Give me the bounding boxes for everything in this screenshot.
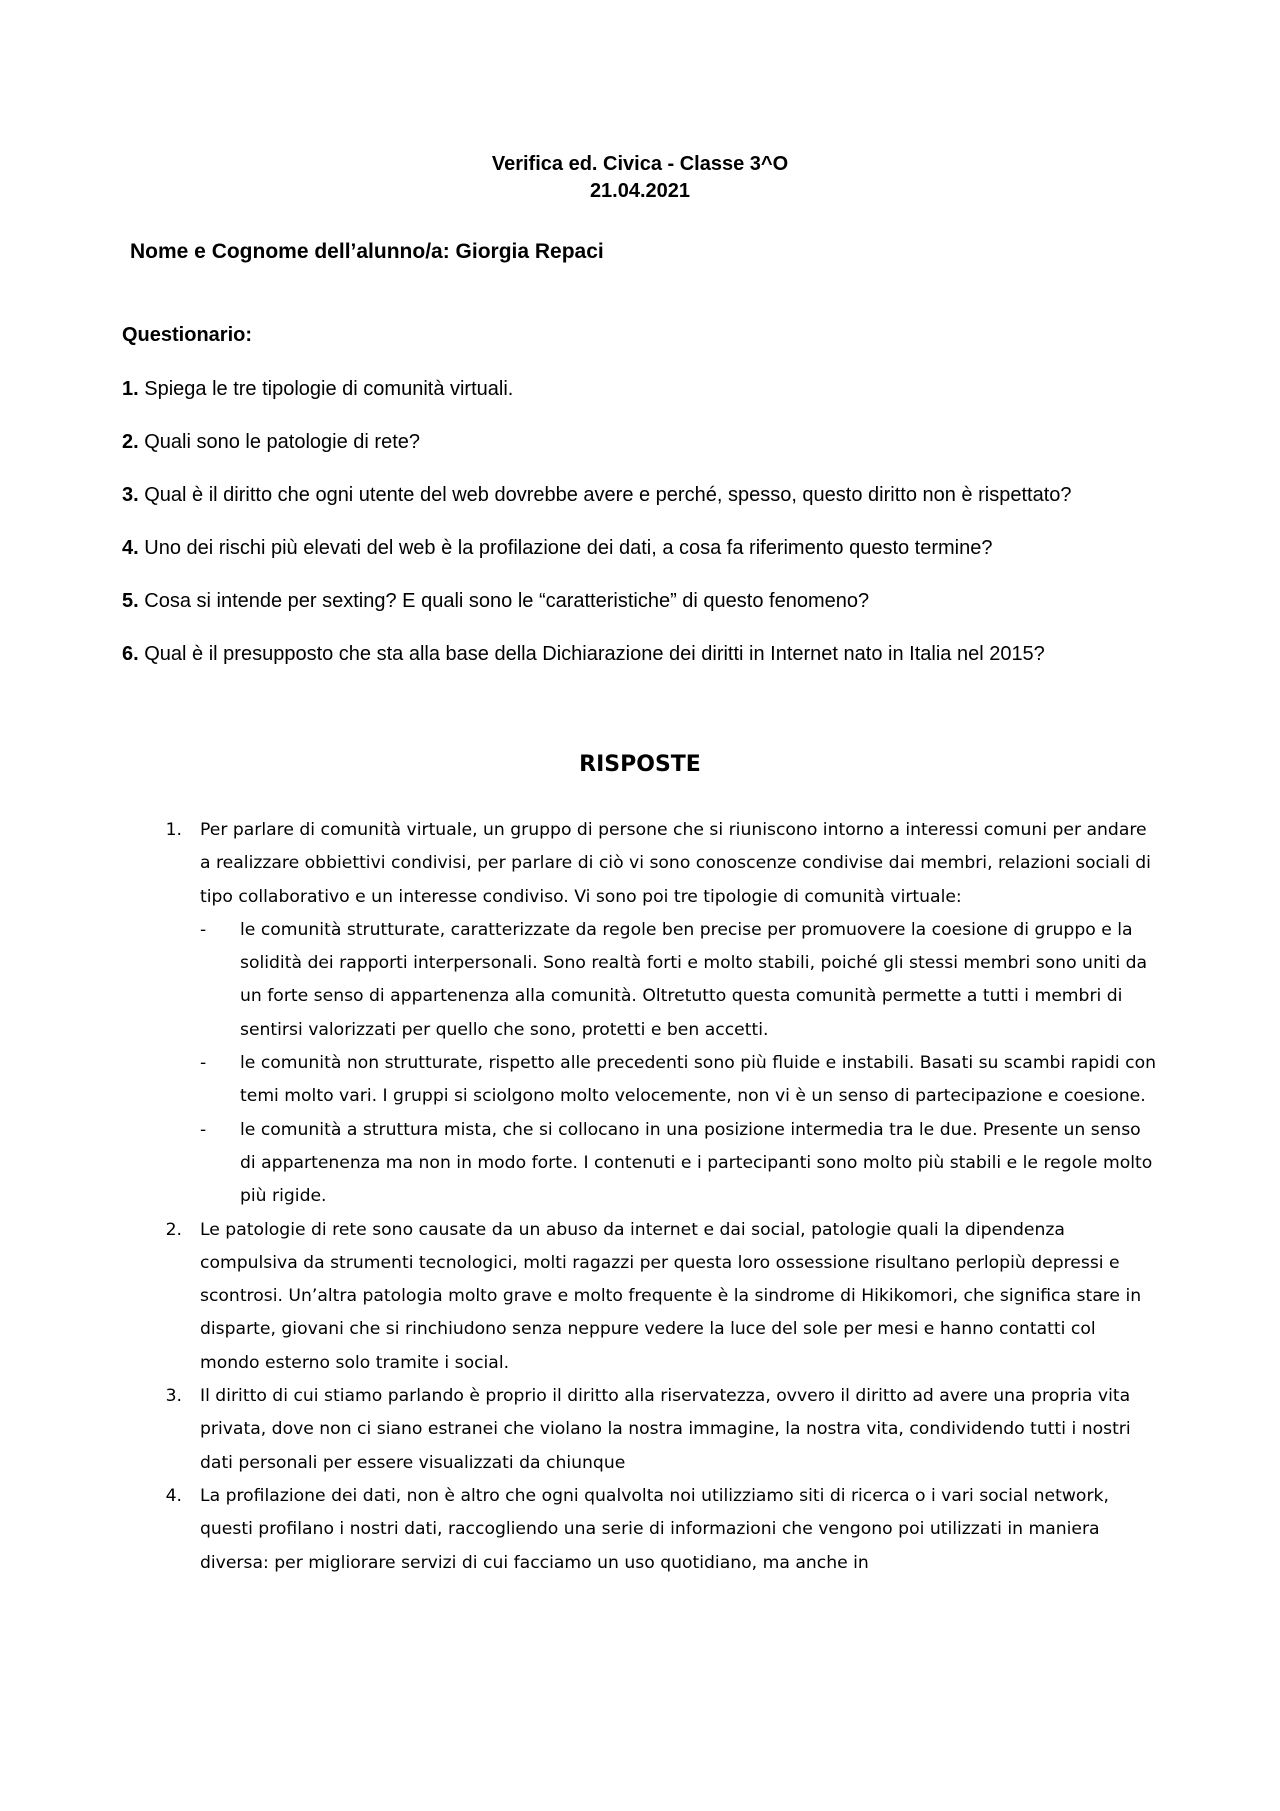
question-item	[122, 588, 1162, 614]
question-number: 1.	[122, 378, 139, 400]
answer-subitem	[200, 914, 1160, 1047]
answer-item	[160, 1214, 1160, 1380]
question-item	[122, 482, 1162, 508]
document-header	[0, 151, 1280, 205]
question-number: 5.	[122, 590, 139, 612]
answer-number: 2.	[165, 1219, 182, 1240]
list-dash: -	[200, 919, 207, 940]
answer-item	[160, 1480, 1160, 1580]
question-item	[122, 535, 1162, 561]
answer-subitem	[200, 1114, 1160, 1214]
answer-list	[160, 814, 1160, 1580]
answer-text: Le patologie di rete sono causate da un abuso da internet e dai social, patologie quali la dipendenza compulsiva da strumenti tecnologici, molti ragazzi per questa loro ossessione risultano perlopiù depressi e scontrosi. Un’altra patologia molto grave e molto frequente è la sindrome di Hikikomori, che significa stare in disparte, giovani che si rinchiudono senza neppure vedere la luce del sole per mesi e hanno contatti col mondo esterno solo tramite i social.	[200, 1219, 1142, 1373]
question-text: Quali sono le patologie di rete?	[144, 431, 420, 453]
answer-text: La profilazione dei dati, non è altro che ogni qualvolta noi utilizziamo siti di ricerca o i vari social network, questi profilano i nostri dati, raccogliendo una serie di informazioni che vengono poi utilizzati in maniera diversa: per migliorare servizi di cui facciamo un uso quotidiano, ma anche in	[200, 1485, 1109, 1573]
answer-number: 1.	[165, 820, 182, 840]
question-text: Spiega le tre tipologie di comunità virtuali.	[144, 378, 514, 400]
question-number: 4.	[122, 537, 139, 559]
answer-subitem-text: le comunità a struttura mista, che si collocano in una posizione intermedia tra le due. Presente un senso di appartenenza ma non in modo forte. I contenuti e i partecipanti sono molto più stabili e le regole molto più rigide.	[240, 1119, 1153, 1207]
question-text: Uno dei rischi più elevati del web è la profilazione dei dati, a cosa fa riferimento questo termine?	[144, 537, 993, 559]
question-text: Qual è il diritto che ogni utente del web dovrebbe avere e perché, spesso, questo diritto non è rispettato?	[144, 484, 1072, 506]
questionnaire-title: Questionario:	[122, 324, 253, 346]
answer-subitem-text: le comunità non strutturate, rispetto alle precedenti sono più fluide e instabili. Basati su scambi rapidi con temi molto vari. I gruppi si sciolgono molto velocemente, non vi è un senso di partecipazione e coesione.	[240, 1053, 1156, 1107]
answer-text: Per parlare di comunità virtuale, un gruppo di persone che si riuniscono intorno a interessi comuni per andare a realizzare obbiettivi condivisi, per parlare di ciò vi sono conoscenze condivise dai membri, relazioni sociali di tipo collaborativo e un interesse condiviso. Vi sono poi tre tipologie di comunità virtuale:	[200, 820, 1151, 907]
question-list	[122, 376, 1162, 694]
list-dash: -	[200, 1053, 207, 1074]
question-item	[122, 376, 1162, 402]
answer-text: Il diritto di cui stiamo parlando è proprio il diritto alla riservatezza, ovvero il diritto ad avere una propria vita privata, dove non ci siano estranei che violano la nostra immagine, la nostra vita, condividendo tutti i nostri dati personali per essere visualizzati da chiunque	[200, 1386, 1131, 1473]
question-number: 3.	[122, 484, 139, 506]
answer-number: 3.	[165, 1386, 182, 1407]
answers-title: RISPOSTE	[579, 752, 701, 777]
question-number: 2.	[122, 431, 139, 453]
student-name: Nome e Cognome dell’alunno/a: Giorgia Repaci	[130, 240, 604, 263]
list-dash: -	[200, 1119, 207, 1140]
answer-subitem	[200, 1047, 1160, 1114]
answer-item	[160, 1380, 1160, 1480]
question-item	[122, 429, 1162, 455]
document-title: Verifica ed. Civica - Classe 3^O	[491, 153, 789, 175]
answer-item	[160, 814, 1160, 1214]
question-number: 6.	[122, 643, 139, 665]
document-date: 21.04.2021	[589, 180, 691, 202]
question-text: Cosa si intende per sexting? E quali sono le “caratteristiche” di questo fenomeno?	[144, 590, 870, 612]
answer-subitem-text: le comunità strutturate, caratterizzate da regole ben precise per promuovere la coesione di gruppo e la solidità dei rapporti interpersonali. Sono realtà forti e molto stabili, poiché gli stessi membri sono uniti da un forte senso di appartenenza alla comunità. Oltretutto questa comunità permette a tutti i membri di sentirsi valorizzati per quello che sono, protetti e ben accetti.	[240, 919, 1148, 1040]
question-text: Qual è il presupposto che sta alla base della Dichiarazione dei diritti in Internet nato in Italia nel 2015?	[144, 643, 1045, 665]
question-item	[122, 641, 1162, 667]
answer-number: 4.	[165, 1485, 182, 1506]
